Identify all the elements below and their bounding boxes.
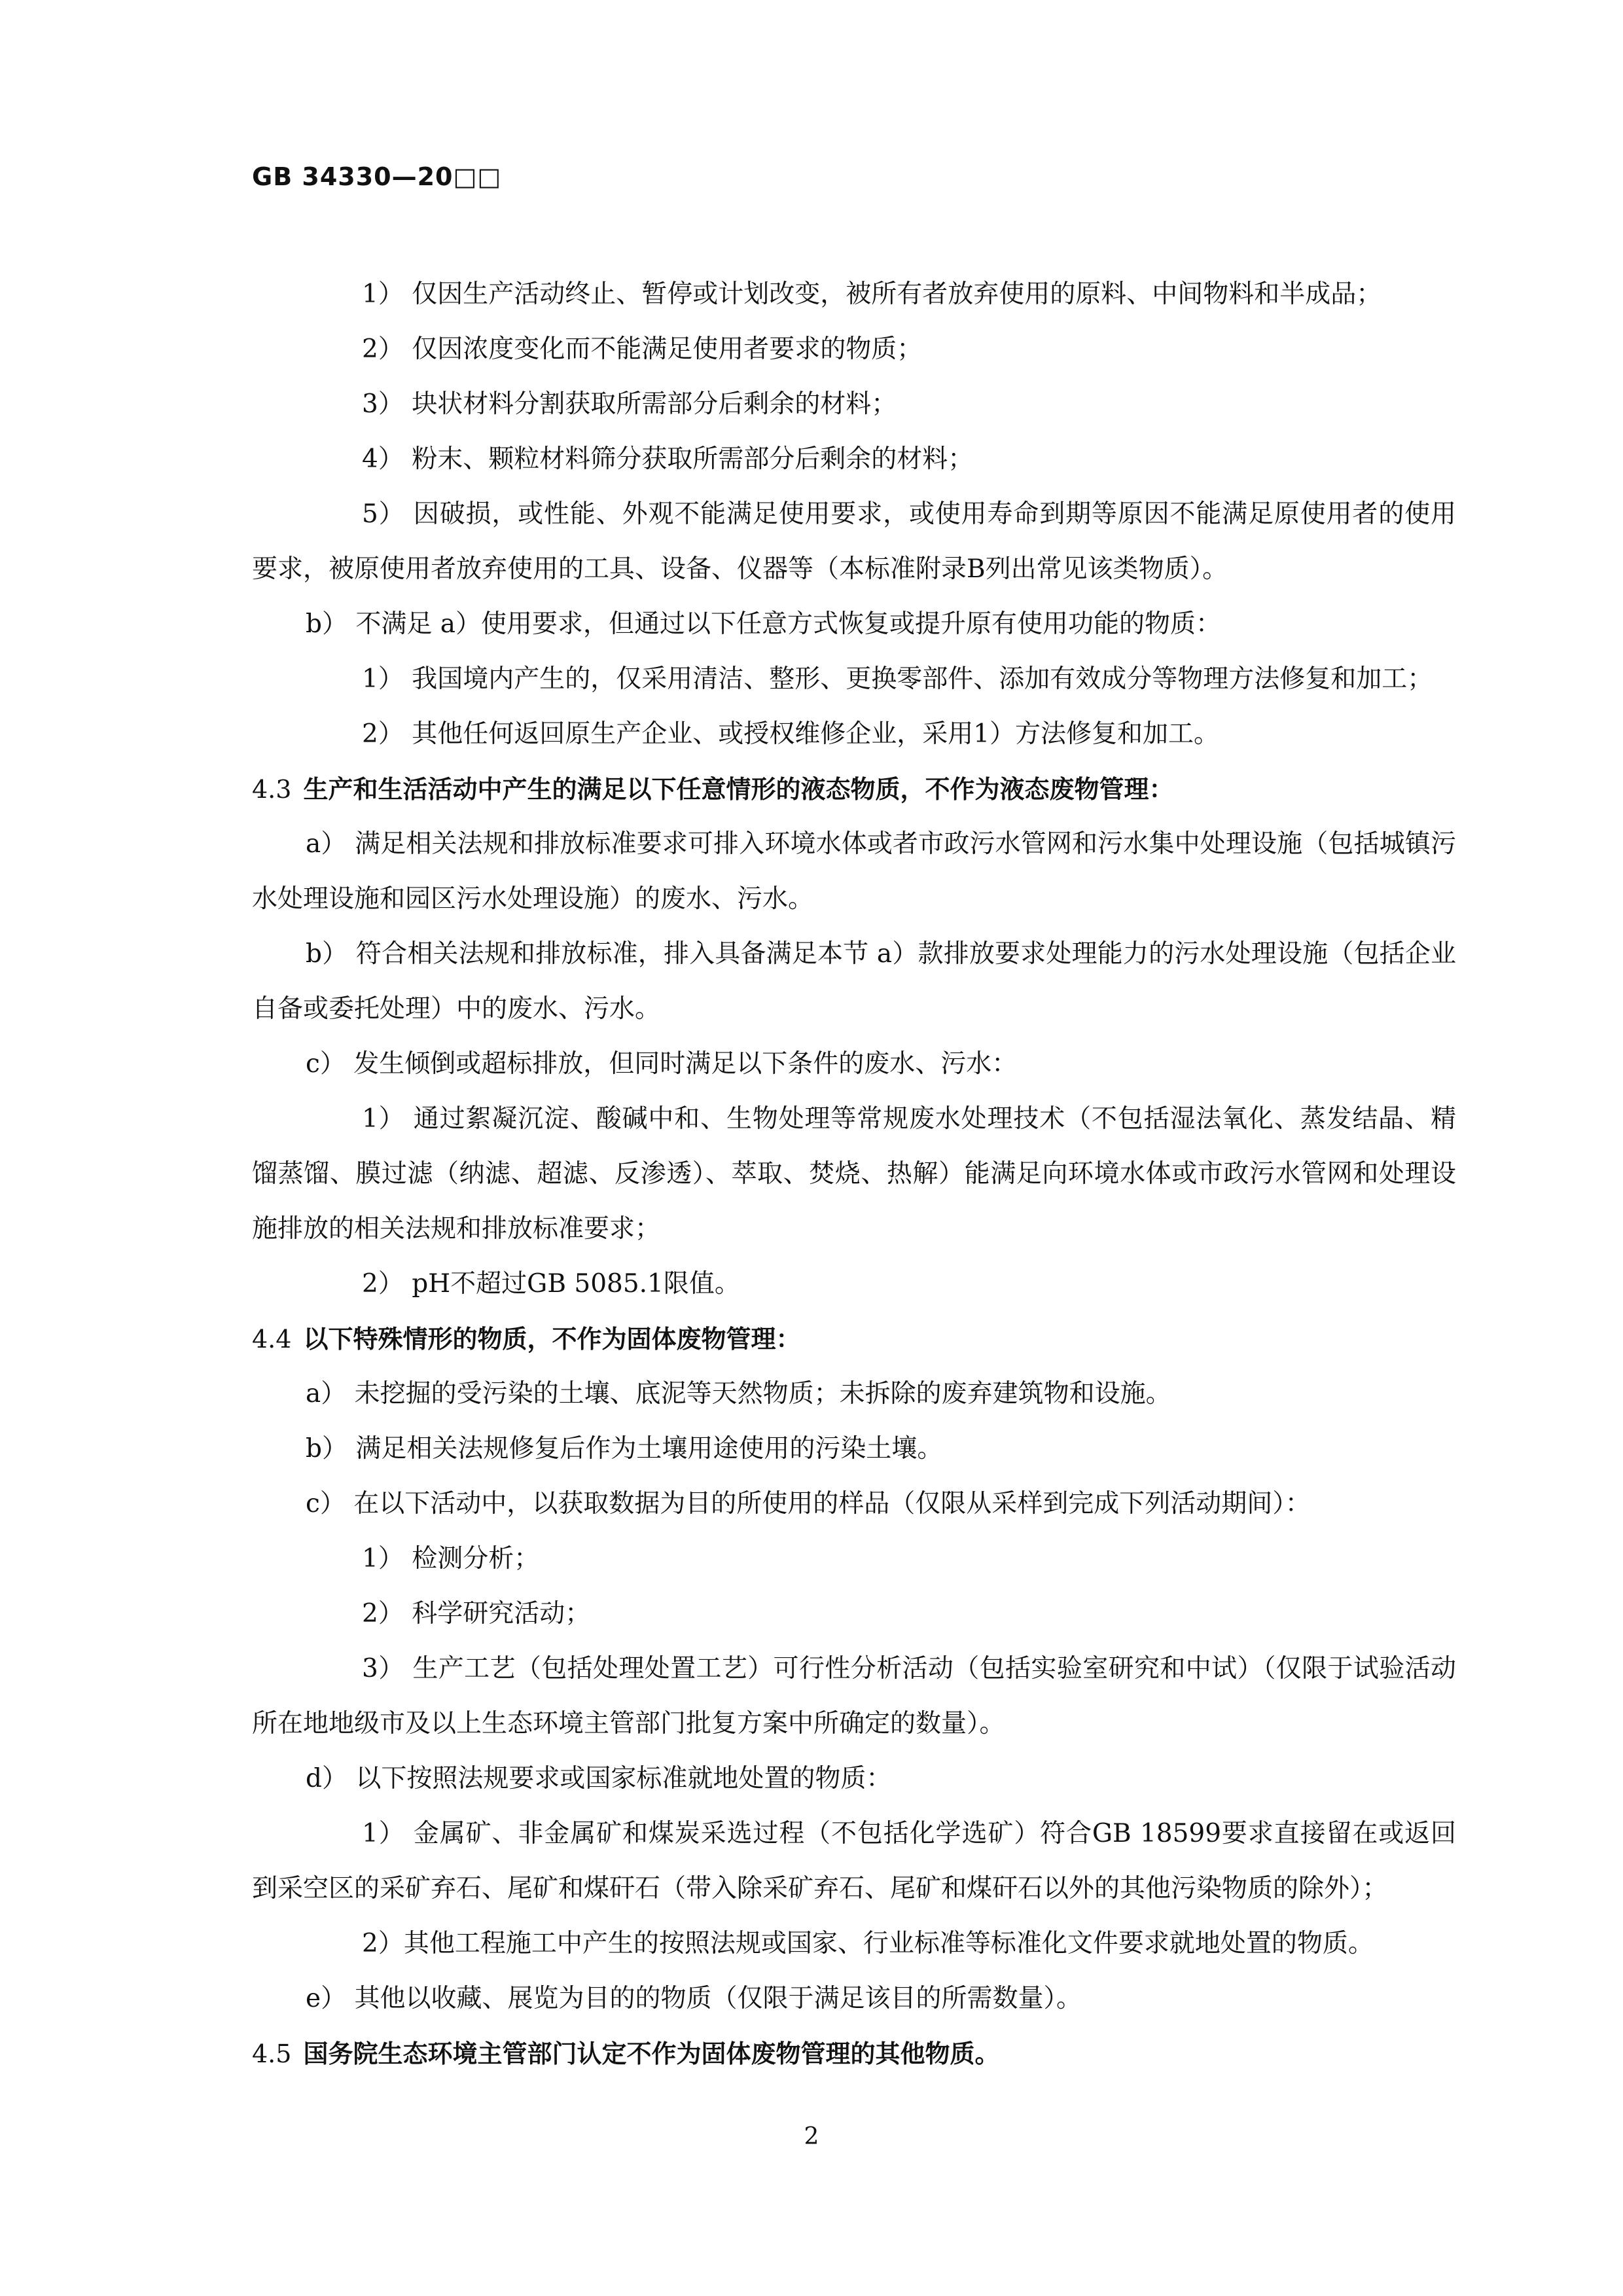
list-item: e） 其他以收藏、展览为目的的物质（仅限于满足该目的所需数量）。: [306, 1984, 1082, 2013]
list-item: 1） 我国境内产生的，仅采用清洁、整形、更换零部件、添加有效成分等物理方法修复和加工；: [362, 664, 1433, 694]
section-heading: [252, 2026, 1456, 2081]
list-item: 1） 金属矿、非金属矿和煤炭采选过程（不包括化学选矿）符合GB 18599要求直接留在或返回到采空区的采矿弃石、尾矿和煤矸石（带入除采矿弃石、尾矿和煤矸石以外的其他污染物质的除外）；: [252, 1819, 1456, 1903]
section-heading: [252, 1312, 1456, 1367]
list-item: c） 在以下活动中，以获取数据为目的所使用的样品（仅限从采样到完成下列活动期间）：: [306, 1489, 1311, 1518]
list-item: 1） 通过絮凝沉淀、酸碱中和、生物处理等常规废水处理技术（不包括湿法氧化、蒸发结晶、精馏蒸馏、膜过滤（纳滤、超滤、反渗透）、萃取、焚烧、热解）能满足向环境水体或市政污水管网和处理设施排放的相关法规和排放标准要求；: [252, 1104, 1456, 1244]
list-item: b） 符合相关法规和排放标准，排入具备满足本节 a）款排放要求处理能力的污水处理设施（包括企业自备或委托处理）中的废水、污水。: [252, 939, 1456, 1024]
list-item: a） 满足相关法规和排放标准要求可排入环境水体或者市政污水管网和污水集中处理设施（包括城镇污水处理设施和园区污水处理设施）的废水、污水。: [252, 829, 1456, 914]
list-item: 1） 检测分析；: [362, 1544, 540, 1573]
list-item: 5） 因破损，或性能、外观不能满足使用要求，或使用寿命到期等原因不能满足原使用者的使用要求，被原使用者放弃使用的工具、设备、仪器等（本标准附录B列出常见该类物质）。: [252, 499, 1456, 584]
section-title: 生产和生活活动中产生的满足以下任意情形的液态物质，不作为液态废物管理：: [303, 775, 1174, 804]
section-heading: [252, 762, 1456, 817]
document-body: [252, 267, 1456, 2081]
list-item: 2）其他工程施工中产生的按照法规或国家、行业标准等标准化文件要求就地处置的物质。: [362, 1929, 1374, 1958]
list-item: d） 以下按照法规要求或国家标准就地处置的物质：: [306, 1764, 892, 1793]
section-number: 4.3: [252, 775, 292, 804]
document-code: GB 34330—20□□: [252, 162, 502, 191]
list-item: 2） pH不超过GB 5085.1限值。: [362, 1269, 740, 1299]
list-item: 4） 粉末、颗粒材料筛分获取所需部分后剩余的材料；: [362, 444, 974, 474]
list-item: b） 不满足 a）使用要求，但通过以下任意方式恢复或提升原有使用功能的物质：: [306, 609, 1222, 639]
list-item: 2） 仅因浓度变化而不能满足使用者要求的物质；: [362, 334, 923, 364]
section-title: 以下特殊情形的物质，不作为固体废物管理：: [303, 1325, 801, 1354]
list-item: 2） 科学研究活动；: [362, 1599, 591, 1628]
section-title: 国务院生态环境主管部门认定不作为固体废物管理的其他物质。: [303, 2039, 1000, 2068]
list-item: 3） 生产工艺（包括处理处置工艺）可行性分析活动（包括实验室研究和中试）（仅限于试验活动所在地地级市及以上生态环境主管部门批复方案中所确定的数量）。: [252, 1654, 1456, 1738]
list-item: a） 未挖掘的受污染的土壤、底泥等天然物质；未拆除的废弃建筑物和设施。: [306, 1379, 1171, 1408]
page-number: 2: [804, 2123, 819, 2150]
section-number: 4.5: [252, 2039, 292, 2068]
list-item: 2） 其他任何返回原生产企业、或授权维修企业，采用1）方法修复和加工。: [362, 719, 1220, 749]
list-item: b） 满足相关法规修复后作为土壤用途使用的污染土壤。: [306, 1434, 943, 1463]
list-item: 1） 仅因生产活动终止、暂停或计划改变，被所有者放弃使用的原料、中间物料和半成品；: [362, 279, 1382, 309]
section-number: 4.4: [252, 1325, 292, 1354]
list-item: c） 发生倾倒或超标排放，但同时满足以下条件的废水、污水：: [306, 1049, 1018, 1079]
list-item: 3） 块状材料分割获取所需部分后剩余的材料；: [362, 389, 897, 419]
